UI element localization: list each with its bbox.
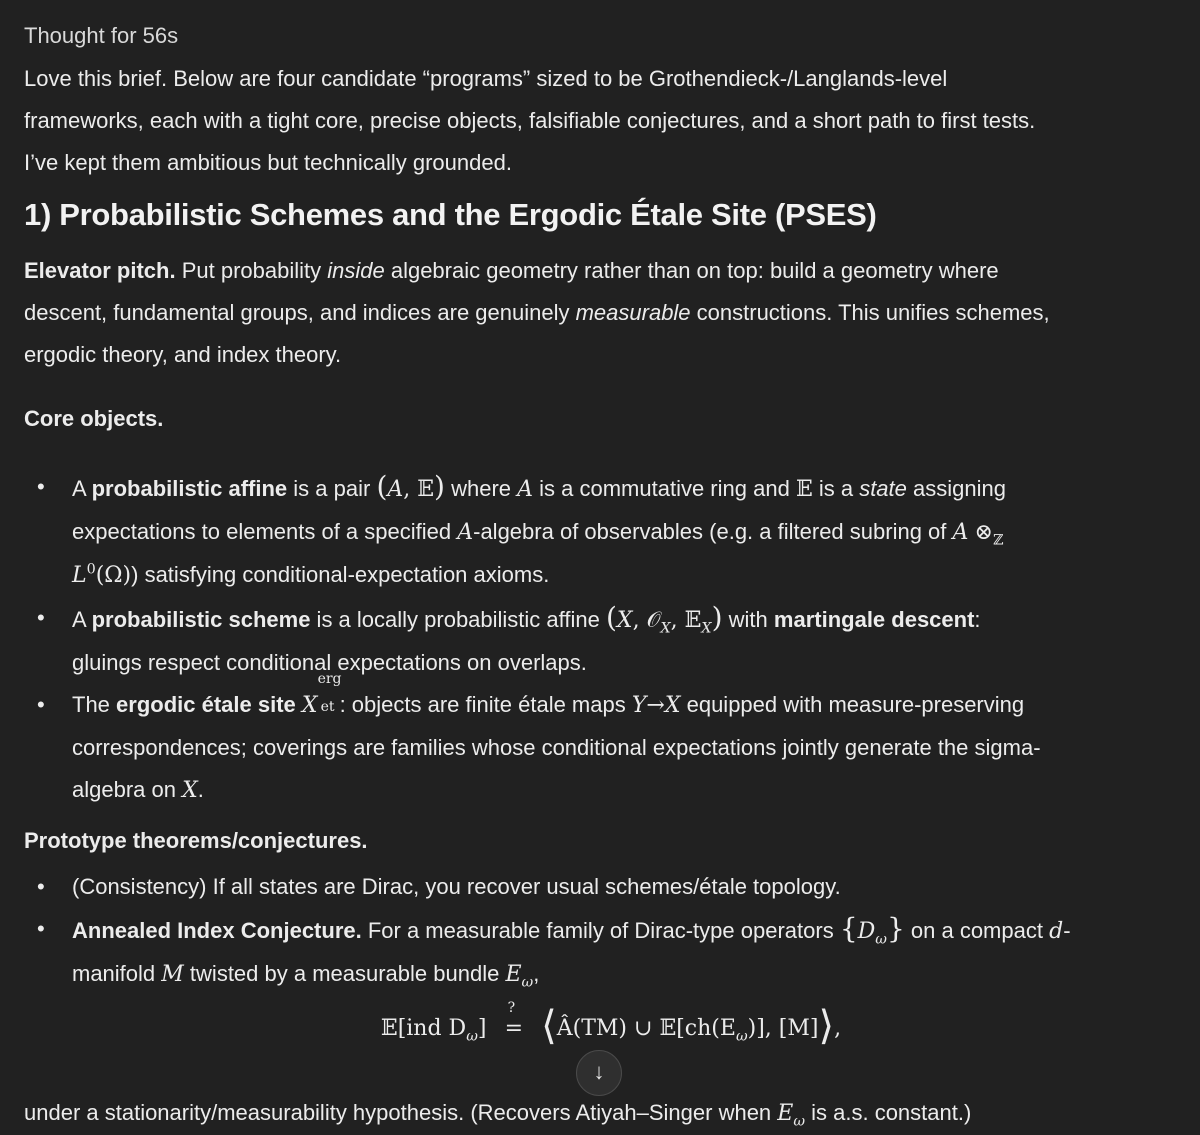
item-text: For a measurable family of Dirac-type operators — [361, 918, 840, 943]
intro-paragraph — [24, 58, 1180, 184]
math-symbol: ⊗ — [974, 520, 993, 545]
elevator-pitch — [24, 250, 1180, 376]
item-text: equipped with measure-preserving — [680, 692, 1025, 717]
math-paren: ( — [605, 601, 617, 634]
math-subscript: ω — [793, 1113, 806, 1130]
math-symbol: L — [72, 563, 87, 588]
item-text: assigning — [906, 476, 1006, 501]
math-symbol: 𝔼 — [684, 608, 702, 633]
pitch-label: Elevator pitch. — [24, 258, 176, 283]
math-symbol: Y — [631, 693, 647, 718]
math-subscript: et — [320, 699, 335, 715]
prototype-label: Prototype theorems/conjectures. — [24, 828, 368, 853]
questioned-equals — [505, 998, 523, 1059]
math-subscript: X — [701, 620, 712, 637]
math-symbol: A — [517, 477, 534, 502]
math-comma: , — [632, 608, 647, 633]
item-text: where — [444, 476, 518, 501]
math-superscript: erg — [317, 671, 342, 687]
prototype-list — [24, 866, 1180, 996]
item-text: . — [197, 777, 204, 802]
item-text: A — [72, 607, 92, 632]
pitch-emphasis: measurable — [575, 300, 691, 325]
pitch-text: algebraic geometry rather than on top: build a geometry where — [384, 258, 999, 283]
item-text: manifold — [72, 961, 162, 986]
item-text: A — [72, 476, 92, 501]
item-text: , — [533, 961, 540, 986]
math-symbol: A — [457, 520, 474, 545]
item-term: martingale descent — [773, 607, 975, 632]
math-symbol: X — [182, 778, 198, 803]
closing-text: under a stationarity/measurability hypothesis. (Recovers Atiyah–Singer when — [24, 1100, 778, 1125]
item-text: algebra on — [72, 777, 183, 802]
item-text: expectations to elements of a specified — [72, 519, 458, 544]
math-symbol: M — [161, 962, 184, 987]
item-text: -algebra of observables (e.g. a filtered subring of — [473, 519, 953, 544]
math-symbol: 𝔼 — [417, 477, 435, 502]
pitch-text: ergodic theory, and index theory. — [24, 342, 342, 367]
math-symbol: A — [952, 520, 969, 545]
scroll-down-button[interactable] — [576, 1050, 622, 1096]
list-item — [24, 466, 1180, 597]
pitch-text: constructions. This unifies schemes, — [690, 300, 1050, 325]
closing-paragraph — [24, 1092, 1180, 1135]
math-paren: ) — [434, 470, 445, 503]
arrow-down-icon: ↓ — [593, 1059, 605, 1084]
math-subscript: ω — [875, 931, 887, 948]
math-bracket: ] — [477, 1016, 487, 1041]
math-comma: , — [403, 477, 418, 502]
math-paren: ) — [711, 601, 723, 634]
item-text: is a — [812, 476, 860, 501]
math-symbol: A — [387, 477, 404, 502]
math-subscript: ℤ — [992, 532, 1004, 549]
math-subscript: ω — [521, 974, 534, 991]
math-symbol: d — [1049, 919, 1064, 944]
section-heading: 1) Probabilistic Schemes and the Ergodic Étale Site (PSES) — [24, 197, 877, 232]
item-term: ergodic étale site — [116, 692, 296, 717]
core-objects-list — [24, 466, 1180, 812]
math-symbol: X — [616, 608, 633, 633]
pitch-text: Put probability — [175, 258, 328, 283]
intro-line: Love this brief. Below are four candidate “programs” sized to be Grothendieck-/Langlands-level — [24, 66, 948, 91]
list-item — [24, 908, 1180, 996]
math-symbol: X — [664, 693, 681, 718]
intro-line: I’ve kept them ambitious but technically grounded. — [24, 150, 512, 175]
equals-sign: = — [504, 1016, 524, 1041]
math-subscript: ω — [735, 1028, 748, 1045]
item-emphasis: state — [859, 476, 907, 501]
equation-end: , — [834, 1016, 842, 1041]
equation-lhs: 𝔼[ind D — [380, 1016, 467, 1041]
item-text: is a locally probabilistic affine — [310, 607, 606, 632]
item-text: gluings respect conditional expectations on overlaps. — [72, 650, 587, 675]
math-symbol: (Ω) — [95, 563, 132, 588]
thought-duration-toggle[interactable]: Thought for 56s — [24, 23, 179, 48]
core-objects-label: Core objects. — [24, 406, 164, 431]
math-subscript: ω — [466, 1028, 478, 1045]
math-symbol: E — [505, 962, 522, 987]
math-subsup — [317, 671, 342, 715]
message-content — [24, 14, 1180, 1074]
left-angle: ⟨ — [541, 1003, 557, 1049]
item-term: probabilistic affine — [91, 476, 288, 501]
item-text: is a commutative ring and — [533, 476, 796, 501]
pitch-text: descent, fundamental groups, and indices are genuinely — [24, 300, 576, 325]
math-comma: , — [670, 608, 685, 633]
pitch-emphasis: inside — [327, 258, 385, 283]
item-text: correspondences; coverings are families whose conditional expectations jointly generate the sigma- — [72, 735, 1041, 760]
math-symbol: → — [646, 693, 665, 718]
math-subscript: X — [660, 620, 671, 637]
math-brace: } — [886, 912, 905, 945]
math-symbol: E — [777, 1101, 794, 1126]
math-symbol: 𝔼 — [795, 477, 813, 502]
closing-text: is a.s. constant.) — [805, 1100, 972, 1125]
question-mark: ? — [507, 1000, 516, 1016]
list-item — [24, 866, 1180, 908]
item-text: The — [72, 692, 117, 717]
item-text: (Consistency) If all states are Dirac, you recover usual schemes/étale topology. — [72, 874, 841, 899]
list-item — [24, 671, 1180, 812]
intro-line: frameworks, each with a tight core, precise objects, falsifiable conjectures, and a short path to first tests. — [24, 108, 1036, 133]
math-paren: ( — [376, 470, 388, 503]
math-superscript: 0 — [86, 561, 96, 578]
list-item — [24, 597, 1180, 687]
item-text: twisted by a measurable bundle — [183, 961, 506, 986]
item-text: is a pair — [287, 476, 377, 501]
item-text: : objects are finite étale maps — [339, 692, 632, 717]
item-text: : — [974, 607, 981, 632]
item-text: on a compact — [904, 918, 1050, 943]
equation-rhs: Â(TM) ∪ 𝔼[ch(E — [556, 1016, 736, 1041]
item-text: ) satisfying conditional-expectation axioms. — [131, 562, 550, 587]
math-brace: { — [839, 912, 858, 945]
equation-rhs: )], [M] — [747, 1016, 819, 1041]
math-symbol: D — [857, 919, 876, 944]
item-text: with — [722, 607, 774, 632]
right-angle: ⟩ — [818, 1003, 835, 1049]
item-term: probabilistic scheme — [91, 607, 311, 632]
item-term: Annealed Index Conjecture. — [72, 918, 362, 943]
item-text: - — [1063, 918, 1071, 943]
math-symbol: 𝒪 — [646, 608, 661, 633]
math-symbol: X — [301, 693, 318, 718]
